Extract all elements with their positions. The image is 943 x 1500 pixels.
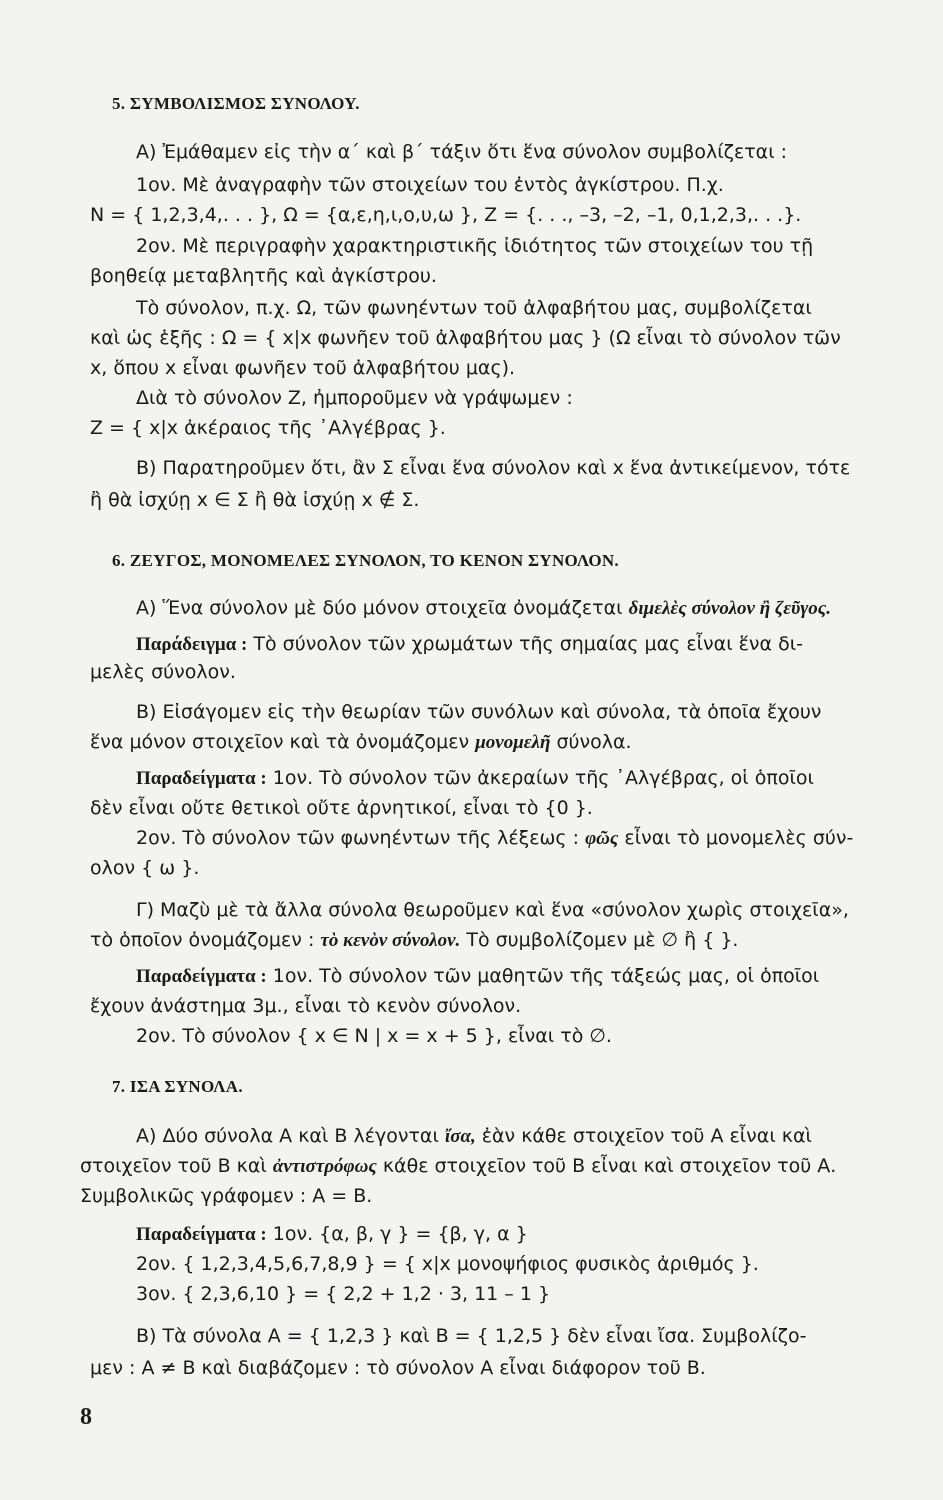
page-number: 8 bbox=[80, 1404, 92, 1430]
s5-line-12: ἢ θὰ ἰσχύῃ x ∈ Σ ἢ θὰ ἰσχύῃ x ∉ Σ. bbox=[90, 489, 420, 511]
s7-a-line-3: Συμβολικῶς γράφομεν : Α = Β. bbox=[80, 1185, 373, 1207]
s6-b-line-3: Παραδείγματα : 1ον. Τὸ σύνολον τῶν ἀκεραίων τῆς ᾿Αλγέβρας, οἱ ὁποῖοι bbox=[136, 767, 814, 789]
section-5-heading: 5. ΣΥΜΒΟΛΙΣΜΟΣ ΣΥΝΟΛΟΥ. bbox=[112, 94, 360, 113]
s7-a-line-1: Α) Δύο σύνολα Α καὶ Β λέγονται ἴσα, ἐὰν κάθε στοιχεῖον τοῦ Α εἶναι καὶ bbox=[136, 1125, 812, 1147]
s5-line-10: Z = { x|x ἀκέραιος τῆς ᾿Αλγέβρας }. bbox=[90, 417, 446, 439]
s5-line-6: Τὸ σύνολον, π.χ. Ω, τῶν φωνηέντων τοῦ ἀλφαβήτου μας, συμβολίζεται bbox=[136, 297, 812, 319]
s6-g-line-1: Γ) Μαζὺ μὲ τὰ ἄλλα σύνολα θεωροῦμεν καὶ ἕνα «σύνολον χωρὶς στοιχεῖα», bbox=[136, 899, 849, 921]
s6-g-line-4: ἔχουν ἀνάστημα 3μ., εἶναι τὸ κενὸν σύνολον. bbox=[90, 995, 522, 1017]
s6-b-line-1: Β) Εἰσάγομεν εἰς τὴν θεωρίαν τῶν συνόλων καὶ σύνολα, τὰ ὁποῖα ἔχουν bbox=[136, 701, 822, 723]
s7-b-line-1: Β) Τὰ σύνολα Α = { 1,2,3 } καὶ Β = { 1,2,5 } δὲν εἶναι ἴσα. Συμβολίζο- bbox=[136, 1325, 807, 1347]
s6-g-line-2: τὸ ὁποῖον ὀνομάζομεν : τὸ κενὸν σύνολον. Τὸ συμβολίζομεν μὲ ∅ ἢ { }. bbox=[90, 929, 739, 951]
s6-example-cont: μελὲς σύνολον. bbox=[90, 661, 236, 683]
s5-line-2: 1ον. Μὲ ἀναγραφὴν τῶν στοιχείων του ἐντὸς ἀγκίστρου. Π.χ. bbox=[136, 174, 724, 196]
s5-line-9: Διὰ τὸ σύνολον Z, ἠμποροῦμεν νὰ γράψωμεν : bbox=[136, 387, 573, 409]
s6-b-line-5: 2ον. Τὸ σύνολον τῶν φωνηέντων τῆς λέξεως : φῶς εἶναι τὸ μονομελὲς σύν- bbox=[136, 827, 854, 849]
s7-b-line-2: μεν : Α ≠ Β καὶ διαβάζομεν : τὸ σύνολον Α εἶναι διάφορον τοῦ Β. bbox=[90, 1357, 706, 1379]
s5-line-7: καὶ ὡς ἑξῆς : Ω = { x|x φωνῆεν τοῦ ἀλφαβήτου μας } (Ω εἶναι τὸ σύνολον τῶν bbox=[90, 327, 841, 349]
s7-a-line-2: στοιχεῖον τοῦ Β καὶ ἀντιστρόφως κάθε στοιχεῖον τοῦ Β εἶναι καὶ στοιχεῖον τοῦ Α. bbox=[80, 1155, 837, 1177]
s5-line-8: x, ὅπου x εἶναι φωνῆεν τοῦ ἀλφαβήτου μας). bbox=[90, 357, 516, 379]
s5-line-3: N = { 1,2,3,4,. . . }, Ω = {α,ε,η,ι,ο,υ,ω }, Z = {. . ., –3, –2, –1, 0,1,2,3,. . .}. bbox=[90, 204, 802, 226]
s5-line-5: βοηθείᾳ μεταβλητῆς καὶ ἀγκίστρου. bbox=[90, 265, 437, 287]
section-6-heading: 6. ΖΕΥΓΟΣ, ΜΟΝΟΜΕΛΕΣ ΣΥΝΟΛΟΝ, ΤΟ ΚΕΝΟΝ ΣΥΝΟΛΟΝ. bbox=[112, 551, 619, 570]
s6-g-line-5: 2ον. Τὸ σύνολον { x ∈ N | x = x + 5 }, εἶναι τὸ ∅. bbox=[136, 1025, 612, 1047]
s7-example-2: 2ον. { 1,2,3,4,5,6,7,8,9 } = { x|x μονοψήφιος φυσικὸς ἀριθμός }. bbox=[136, 1253, 759, 1275]
s5-line-11: Β) Παρατηροῦμεν ὅτι, ἂν Σ εἶναι ἕνα σύνολον καὶ x ἕνα ἀντικείμενον, τότε bbox=[136, 457, 851, 479]
s6-b-line-6: ολον { ω }. bbox=[90, 857, 200, 879]
s6-b-line-2: ἕνα μόνον στοιχεῖον καὶ τὰ ὀνομάζομεν μονομελῆ σύνολα. bbox=[90, 731, 632, 753]
s6-a-line-1: Α) Ἕνα σύνολον μὲ δύο μόνον στοιχεῖα ὀνομάζεται διμελὲς σύνολον ἢ ζεῦγος. bbox=[136, 597, 831, 619]
s7-example-3: 3ον. { 2,3,6,10 } = { 2,2 + 1,2 · 3, 11 – 1 } bbox=[136, 1283, 551, 1305]
s6-g-line-3: Παραδείγματα : 1ον. Τὸ σύνολον τῶν μαθητῶν τῆς τάξεώς μας, οἱ ὁποῖοι bbox=[136, 965, 820, 987]
example-label: Παράδειγμα : bbox=[136, 634, 248, 655]
examples-label: Παραδείγματα : bbox=[136, 768, 267, 789]
s7-example-1: Παραδείγματα : 1ον. {α, β, γ } = {β, γ, α } bbox=[136, 1223, 528, 1245]
s6-example-line: Παράδειγμα : Τὸ σύνολον τῶν χρωμάτων τῆς σημαίας μας εἶναι ἕνα δι- bbox=[136, 633, 804, 655]
section-7-heading: 7. ΙΣΑ ΣΥΝΟΛΑ. bbox=[112, 1077, 243, 1096]
s5-line-4: 2ον. Μὲ περιγραφὴν χαρακτηριστικῆς ἰδιότητος τῶν στοιχείων του τῇ bbox=[136, 235, 814, 257]
s6-b-line-4: δὲν εἶναι οὔτε θετικοὶ οὔτε ἀρνητικοί, εἶναι τὸ {0 }. bbox=[90, 797, 593, 819]
s5-line-1: Α) Ἐμάθαμεν εἰς τὴν α΄ καὶ β΄ τάξιν ὅτι ἕνα σύνολον συμβολίζεται : bbox=[136, 141, 788, 163]
